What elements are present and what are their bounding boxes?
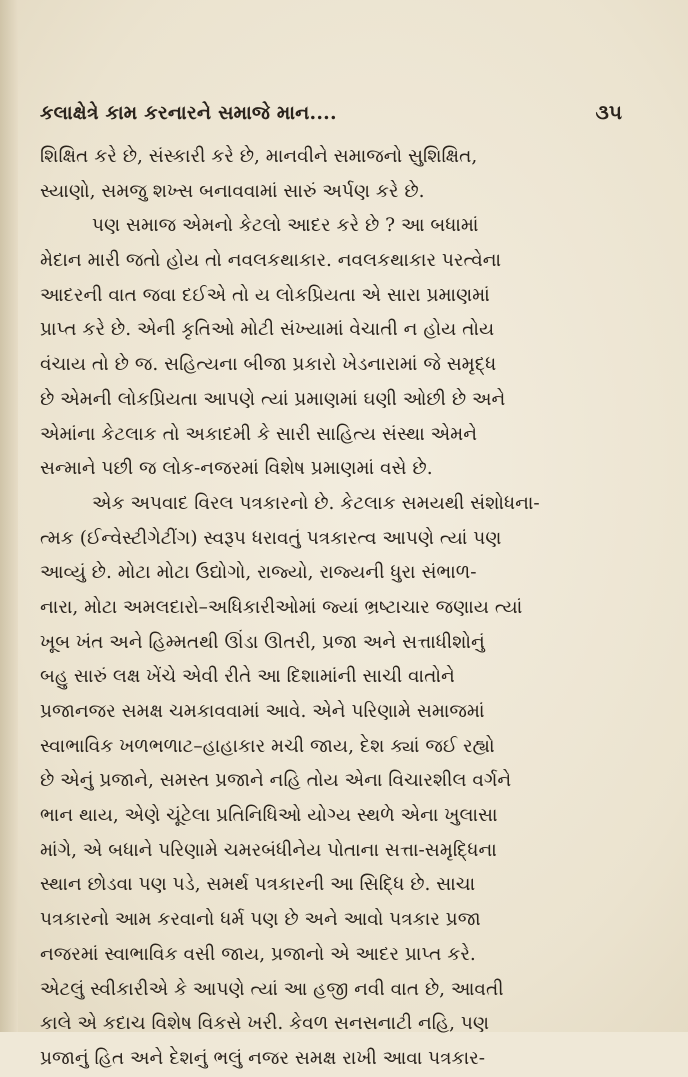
text-line: સ્વાભાવિક ખળભળાટ–હાહાકાર મચી જાય, દેશ ક્યાં જઈ રહ્યો (40, 735, 495, 757)
text-line: માંગે, એ બધાને પરિણામે ચમરબંધીનેય પોતાના સત્તા-સમૃદ્ધિના (40, 839, 497, 861)
text-line: છે એમની લોકપ્રિયતા આપણે ત્યાં પ્રમાણમાં ઘણી ઓછી છે અને (40, 388, 506, 410)
page-number: ૩૫ (595, 100, 622, 124)
text-line: છે એનું પ્રજાને, સમસ્ત પ્રજાને નહિ તોય એના વિચારશીલ વર્ગને (40, 770, 512, 792)
paragraph-first-line: પણ સમાજ એમનો કેટલો આદર કરે છે ? આ બધામાં (92, 215, 479, 237)
text-line: સન્માને પછી જ લોક-નજરમાં વિશેષ પ્રમાણમાં વસે છે. (40, 458, 433, 480)
page-gutter-shadow (0, 0, 18, 1032)
text-line: એમાંના કેટલાક તો અકાદમી કે સારી સાહિત્ય સંસ્થા એમને (40, 423, 477, 445)
text-line: સ્યાણો, સમજુ શખ્સ બનાવવામાં સારું અર્પણ કરે છે. (40, 180, 425, 202)
page-header (40, 84, 622, 124)
text-line: પત્રકારનો આમ કરવાનો ધર્મ પણ છે અને આવો પત્રકાર પ્રજા (40, 909, 481, 931)
text-line: પ્રજાનજર સમક્ષ ચમકાવવામાં આવે. એને પરિણામે સમાજમાં (40, 701, 485, 722)
text-line: આદરની વાત જવા દઈએ તો ય લોકપ્રિયતા એ સારા પ્રમાણમાં (40, 284, 490, 306)
text-line: વંચાય તો છે જ. સહિત્યના બીજા પ્રકારો ખેડનારામાં જે સમૃદ્ધ (40, 354, 497, 376)
text-line: નજરમાં સ્વાભાવિક વસી જાય, પ્રજાનો એ આદર પ્રાપ્ત કરે. (40, 943, 476, 965)
text-line: પ્રાપ્ત કરે છે. એની કૃતિઓ મોટી સંખ્યામાં વેચાતી ન હોય તોય (40, 319, 495, 341)
text-line: એટલું સ્વીકારીએ કે આપણે ત્યાં આ હજી નવી વાત છે, આવતી (40, 978, 504, 1000)
text-line: કાલે એ કદાચ વિશેષ વિકસે ખરી. કેવળ સનસનાટી નહિ, પણ (40, 1013, 490, 1035)
text-line: શિક્ષિત કરે છે, સંસ્કારી કરે છે, માનવીને સમાજનો સુશિક્ષિત, (40, 146, 478, 167)
paragraph-first-line: એક અપવાદ વિરલ પત્રકારનો છે. કેટલાક સમયથી સંશોધના- (92, 492, 540, 514)
running-title: કલાક્ષેત્રે કામ કરનારને સમાજે માન.... (40, 102, 337, 124)
text-line: બહુ સારું લક્ષ ખેંચે એવી રીતે આ દિશામાંની સાચી વાતોને (40, 666, 455, 688)
body-text (40, 140, 624, 1077)
text-line: મેદાન મારી જતો હોય તો નવલકથાકાર. નવલકથાકાર પરત્વેના (40, 250, 502, 272)
text-line: ખૂબ ખંત અને હિમ્મતથી ઊંડા ઊતરી, પ્રજા અને સત્તાધીશોનું (40, 631, 485, 653)
text-line: પ્રજાનું હિત અને દેશનું ભલું નજર સમક્ષ રાખી આવા પત્રકાર- (40, 1047, 485, 1069)
text-line: સ્થાન છોડવા પણ પડે, સમર્થ પત્રકારની આ સિદ્ધિ છે. સાચા (40, 874, 476, 896)
text-line: ભાન થાય, એણે ચૂંટેલા પ્રતિનિધિઓ યોગ્ય સ્થળે એના ખુલાસા (40, 805, 498, 827)
text-line: આવ્યું છે. મોટા મોટા ઉદ્યોગો, રાજ્યો, રાજ્યની ધુરા સંભાળ- (40, 562, 477, 584)
text-line: ત્મક (ઈન્વેસ્ટીગેટીંગ) સ્વરૂપ ધરાવતું પત્રકારત્વ આપણે ત્યાં પણ (40, 527, 502, 549)
text-line: નારા, મોટા અમલદારો–અધિકારીઓમાં જ્યાં ભ્રષ્ટાચાર જણાય ત્યાં (40, 596, 523, 618)
